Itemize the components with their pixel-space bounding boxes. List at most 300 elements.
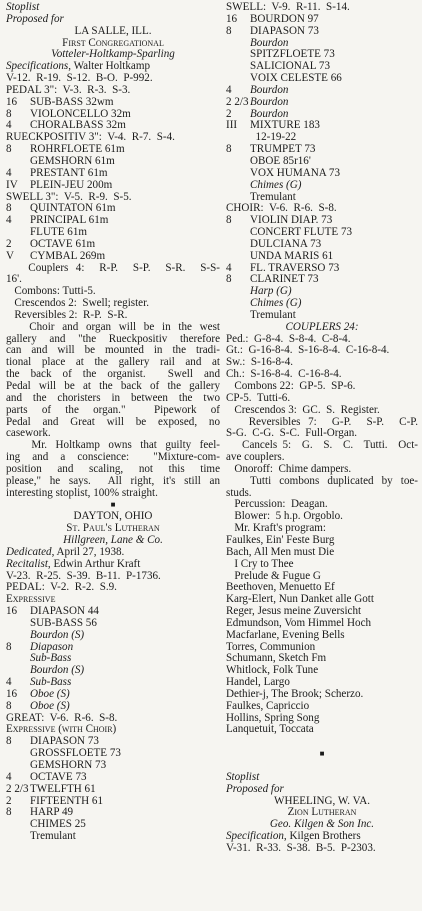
stop-name: DULCIANA 73 <box>250 238 322 250</box>
line-text: interesting stoplist, 100% straight. <box>6 487 158 499</box>
line-text: Hollins, Spring Song <box>226 712 320 724</box>
line-text: Gt.: G-16-8-4. S-16-8-4. C-16-8-4. <box>226 345 390 357</box>
line-text: GREAT: V-6. R-6. S-8. <box>6 712 118 724</box>
stop-entry <box>6 618 220 630</box>
line-text: position and scaling, not this time <box>6 463 220 475</box>
line-text: Lanquetuit, Toccata <box>226 724 314 736</box>
line-text: Whitlock, Folk Tune <box>226 665 319 677</box>
stop-name: GEMSHORN 73 <box>30 760 107 771</box>
stop-pitch: III <box>226 120 238 132</box>
text-line <box>6 2 220 14</box>
stop-entry <box>226 263 418 275</box>
line-text: Combons: Tutti-5. <box>6 286 96 298</box>
line-text: Edmundson, Vom Himmel Hoch <box>226 617 372 629</box>
stop-name: CLARINET 73 <box>250 274 319 286</box>
stop-name: CONCERT FLUTE 73 <box>250 227 353 239</box>
text-line <box>6 582 220 594</box>
line-text: Tutti combons duplicated by toe- <box>226 475 418 487</box>
stop-name: 12-19-22 <box>250 132 297 144</box>
stop-pitch: 8 <box>226 144 232 156</box>
line-text: Reversibles 7: G-P. S-P. C-P. <box>226 416 418 428</box>
stop-name: Bourdon <box>250 37 289 49</box>
line-text: Proposed for <box>6 13 64 25</box>
line-text: Pedal and Great will be exposed, no <box>6 416 220 428</box>
stop-name: SPITZFLOETE 73 <box>250 49 335 61</box>
stop-pitch: 2 <box>6 238 12 250</box>
line-text: PEDAL: V-2. R-2. S.9. <box>6 582 117 594</box>
line-text: tional place at the gallery rail and at <box>6 357 220 369</box>
text-line <box>6 464 220 476</box>
line-text: Combons 22: GP-5. SP-6. <box>226 381 356 392</box>
text-line <box>6 440 220 452</box>
stop-pitch: 2 2/3 <box>6 783 29 795</box>
text-line <box>226 582 418 594</box>
stop-entry <box>226 274 418 286</box>
stop-entry <box>6 819 220 831</box>
text-line <box>226 689 418 701</box>
stop-pitch: 8 <box>6 144 12 156</box>
stop-name: DIAPASON 44 <box>30 606 99 618</box>
line-text: Sw.: S-16-8-4. <box>226 357 294 369</box>
line-text: Expressive <box>6 594 56 606</box>
stop-entry <box>6 215 220 227</box>
stop-name: Bourdon <box>250 96 289 108</box>
line-text: PEDAL 3": V-3. R-3. S-3. <box>6 84 131 96</box>
heading-line <box>6 724 220 736</box>
stop-entry <box>226 132 418 144</box>
text-line <box>226 357 418 369</box>
label-italic: Specification, Kilgen Brothers <box>226 831 361 843</box>
line-text: WHEELING, W. VA. <box>273 795 371 807</box>
text-line <box>6 192 220 204</box>
text-line <box>226 642 418 654</box>
text-line <box>226 713 418 725</box>
text-line <box>226 523 418 535</box>
stop-name: Tremulant <box>250 309 296 321</box>
text-line <box>226 665 418 677</box>
text-line <box>226 440 418 452</box>
text-line <box>226 594 418 606</box>
line-text: First Congregational <box>62 37 164 49</box>
text-line <box>226 677 418 689</box>
stop-entry <box>6 748 220 760</box>
line-text: parts of the organ." Pipework of <box>6 404 220 416</box>
stop-entry <box>6 796 220 808</box>
line-text: Percussion: Deagan. <box>226 499 328 511</box>
spacer <box>226 736 418 748</box>
stop-pitch: 16 <box>226 13 238 25</box>
stop-entry <box>6 168 220 180</box>
text-line <box>6 14 220 26</box>
text-line <box>226 499 418 511</box>
text-line <box>226 405 418 417</box>
text-line <box>226 653 418 665</box>
line-text: Crescendos 2: Swell; register. <box>6 298 149 310</box>
text-line <box>6 73 220 85</box>
line-text: can and will be mounted in the tradi- <box>6 345 220 357</box>
line-text: St. Paul's Lutheran <box>66 523 160 535</box>
text-line <box>6 286 220 298</box>
heading-line <box>226 322 418 334</box>
text-line <box>6 369 220 381</box>
stop-pitch: 4 <box>6 167 12 179</box>
stop-name: VIOLONCELLO 32m <box>30 108 131 120</box>
text-line <box>226 724 418 736</box>
stop-entry <box>226 156 418 168</box>
text-line <box>6 298 220 310</box>
text-line <box>6 334 220 346</box>
text-line <box>226 476 418 488</box>
text-line <box>6 322 220 334</box>
stop-name: Sub-Bass <box>30 653 72 665</box>
heading-line <box>6 594 220 606</box>
stop-name: TWELFTH 61 <box>30 783 96 795</box>
line-text: SWELL 3": V-5. R-9. S-5. <box>6 191 132 203</box>
stop-name: Oboe (S) <box>30 688 70 700</box>
stop-name: FIFTEENTH 61 <box>30 795 104 807</box>
stop-name: SUB-BASS 32wm <box>30 96 114 108</box>
line-text: casework. <box>6 428 51 440</box>
text-line <box>6 132 220 144</box>
text-line <box>226 559 418 571</box>
spacer <box>226 760 418 772</box>
stop-entry <box>226 239 418 251</box>
line-text: Faulkes, Capriccio <box>226 700 310 712</box>
text-line <box>6 393 220 405</box>
text-line <box>6 405 220 417</box>
stop-entry <box>226 286 418 298</box>
line-text: Ch.: S-16-8-4. C-16-8-4. <box>226 369 342 381</box>
stop-pitch: 8 <box>6 108 12 120</box>
stop-name: PLEIN-JEU 200m <box>30 179 113 191</box>
stop-entry <box>6 701 220 713</box>
line-text: ■ <box>319 749 325 759</box>
stop-name: OCTAVE 73 <box>30 771 87 783</box>
heading-line <box>6 511 220 523</box>
stop-entry <box>6 180 220 192</box>
stop-name: OBOE 85r16' <box>250 155 311 167</box>
line-text: Crescendos 3: GC. S. Register. <box>226 404 380 416</box>
stop-entry <box>6 807 220 819</box>
stop-pitch: 4 <box>6 215 12 227</box>
stop-entry <box>226 227 418 239</box>
line-text: S-G. C-G. S-C. Full-Organ. <box>226 428 358 440</box>
stop-entry <box>226 168 418 180</box>
stop-name: Bourdon (S) <box>30 629 85 641</box>
line-text: Reger, Jesus meine Zuversicht <box>226 606 362 618</box>
text-line <box>226 784 418 796</box>
stop-name: HARP 49 <box>30 807 74 819</box>
line-text: CHOIR: V-6. R-6. S-8. <box>226 203 337 215</box>
stop-name: Chimes (G) <box>250 179 302 191</box>
stop-entry <box>226 180 418 192</box>
stop-entry <box>226 298 418 310</box>
line-text: Geo. Kilgen & Son Inc. <box>269 819 375 831</box>
stop-pitch: V <box>6 250 15 262</box>
line-text: please," he says. All right, it's still an <box>6 475 220 487</box>
stop-name: CHIMES 25 <box>30 819 86 831</box>
stop-entry <box>6 120 220 132</box>
stop-entry <box>226 215 418 227</box>
heading-line <box>6 523 220 535</box>
stop-pitch: 8 <box>226 25 232 37</box>
text-line <box>226 843 418 855</box>
stop-pitch: 8 <box>6 807 12 819</box>
text-line <box>226 203 418 215</box>
text-line <box>226 345 418 357</box>
text-line <box>6 559 220 571</box>
stop-entry <box>6 736 220 748</box>
line-text: Reversibles 2: R-P. S-R. <box>6 309 128 321</box>
line-text: Bach, All Men must Die <box>226 546 335 558</box>
line-text: V-31. R-33. S-38. B-5. P-2303. <box>226 842 376 854</box>
section-divider <box>226 748 418 760</box>
text-line <box>6 310 220 322</box>
stop-name: UNDA MARIS 61 <box>250 250 334 262</box>
stop-entry <box>226 38 418 50</box>
stop-name: DIAPASON 73 <box>30 736 99 748</box>
heading-line <box>226 819 418 831</box>
stop-name: CYMBAL 269m <box>30 250 106 262</box>
stop-entry <box>6 677 220 689</box>
line-text: Beethoven, Menuetto Ef <box>226 582 335 594</box>
line-text: Proposed for <box>226 783 284 795</box>
line-text: V-23. R-25. S-39. B-11. P-1736. <box>6 570 161 582</box>
line-text: Dethier-j, The Brook; Scherzo. <box>226 688 364 700</box>
line-text: 16'. <box>6 274 22 286</box>
line-text: Onoroff: Chime dampers. <box>226 463 352 475</box>
line-text: Handel, Largo <box>226 677 290 689</box>
text-line <box>6 85 220 97</box>
line-text: Pedal will be at the back of the gallery <box>6 381 220 392</box>
stop-entry <box>226 26 418 38</box>
stop-name: Bourdon <box>250 108 289 120</box>
stop-pitch: 8 <box>6 700 12 712</box>
stop-entry <box>226 73 418 85</box>
stop-entry <box>226 144 418 156</box>
text-line <box>6 263 220 275</box>
stop-entry <box>226 85 418 97</box>
text-line <box>226 417 418 429</box>
stop-entry <box>226 97 418 109</box>
stop-name: Chimes (G) <box>250 298 302 310</box>
left-column <box>6 2 220 843</box>
stop-name: OCTAVE 61m <box>30 238 96 250</box>
stop-name: SALICIONAL 73 <box>250 61 331 73</box>
stop-entry <box>6 156 220 168</box>
stop-name: CHORALBASS 32m <box>30 120 126 132</box>
stop-name: MIXTURE 183 <box>250 120 320 132</box>
line-text: Macfarlane, Evening Bells <box>226 629 345 641</box>
line-text: Karg-Elert, Nun Danket alle Gott <box>226 594 374 606</box>
stop-entry <box>6 109 220 121</box>
stop-pitch: 8 <box>6 736 12 748</box>
stop-entry <box>6 239 220 251</box>
text-line <box>226 547 418 559</box>
stop-name: Tremulant <box>250 191 296 203</box>
text-line <box>226 452 418 464</box>
stop-entry <box>226 61 418 73</box>
text-line <box>6 547 220 559</box>
stop-entry <box>226 120 418 132</box>
stop-pitch: 4 <box>6 771 12 783</box>
text-line <box>226 2 418 14</box>
stop-name: Tremulant <box>30 831 76 843</box>
line-text: Ped.: G-8-4. S-8-4. C-8-4. <box>226 333 351 345</box>
stop-entry <box>226 14 418 26</box>
text-line <box>6 713 220 725</box>
line-text: Hillgreen, Lane & Co. <box>63 534 163 546</box>
line-text: DAYTON, OHIO <box>73 511 153 523</box>
line-text: and the choristers in between the two <box>6 392 220 404</box>
stop-name: Oboe (S) <box>30 700 70 712</box>
stop-name: Diapason <box>30 641 74 653</box>
stop-entry <box>6 772 220 784</box>
line-text: Choir and organ will be in the west <box>6 321 220 333</box>
line-text: Faulkes, Ein' Feste Burg <box>226 534 335 546</box>
stop-pitch: 8 <box>226 215 232 227</box>
stop-name: BOURDON 97 <box>250 13 319 25</box>
stop-name: Sub-Bass <box>30 677 72 689</box>
stop-entry <box>6 630 220 642</box>
stop-name: SUB-BASS 56 <box>30 617 97 629</box>
line-text: Mr. Kraft's program: <box>226 523 326 535</box>
stop-entry <box>6 665 220 677</box>
label-italic: Specifications, Walter Holtkamp <box>6 61 151 73</box>
stop-entry <box>6 203 220 215</box>
text-line <box>6 476 220 488</box>
stop-entry <box>6 642 220 654</box>
text-line <box>226 393 418 405</box>
stop-entry <box>6 144 220 156</box>
stop-entry <box>226 109 418 121</box>
stop-name: FLUTE 61m <box>30 227 88 239</box>
text-line <box>226 535 418 547</box>
stop-name: GEMSHORN 61m <box>30 155 115 167</box>
stop-name: Bourdon <box>250 84 289 96</box>
stop-pitch: 2 <box>6 795 12 807</box>
stop-pitch: IV <box>6 179 18 191</box>
text-line <box>226 428 418 440</box>
line-text: Zion Lutheran <box>287 807 357 819</box>
line-text: LA SALLE, ILL. <box>74 25 152 37</box>
text-line <box>6 345 220 357</box>
text-line <box>226 772 418 784</box>
line-text: V-12. R-19. S-12. B-O. P-992. <box>6 73 153 85</box>
stop-name: PRINCIPAL 61m <box>30 215 109 227</box>
line-text: I Cry to Thee <box>226 558 294 570</box>
text-line <box>226 369 418 381</box>
label-italic: Dedicated, April 27, 1938. <box>6 546 125 558</box>
stop-pitch: 2 2/3 <box>226 96 249 108</box>
stop-name: PRESTANT 61m <box>30 167 108 179</box>
text-line <box>226 334 418 346</box>
line-text: the back of the organist. Swell and <box>6 369 220 381</box>
stop-pitch: 4 <box>6 120 12 132</box>
line-text: ave couplers. <box>226 452 285 464</box>
stop-name: VIOLIN DIAP. 73 <box>250 215 333 227</box>
text-line <box>226 831 418 843</box>
line-text: Cancels 5: G. S. C. Tutti. Oct- <box>226 440 418 452</box>
text-line <box>6 357 220 369</box>
stop-entry <box>6 831 220 843</box>
heading-line <box>6 26 220 38</box>
text-line <box>6 488 220 500</box>
stop-entry <box>6 227 220 239</box>
text-line <box>226 464 418 476</box>
stop-pitch: 16 <box>6 606 18 618</box>
text-line <box>226 618 418 630</box>
stop-entry <box>226 192 418 204</box>
text-line <box>226 381 418 393</box>
text-line <box>226 606 418 618</box>
line-text: SWELL: V-9. R-11. S-14. <box>226 2 350 13</box>
heading-line <box>6 38 220 50</box>
line-text: Schumann, Sketch Fm <box>226 653 327 665</box>
line-text: ■ <box>110 500 116 510</box>
line-text: Prelude & Fugue G <box>226 570 321 582</box>
text-line <box>6 452 220 464</box>
stop-pitch: 4 <box>226 84 232 96</box>
stop-entry <box>226 310 418 322</box>
line-text: CP-5. Tutti-6. <box>226 392 291 404</box>
label-italic: Recitalist, Edwin Arthur Kraft <box>6 558 141 570</box>
stop-entry <box>6 606 220 618</box>
text-line <box>226 701 418 713</box>
section-divider <box>6 499 220 511</box>
text-line <box>226 511 418 523</box>
stop-entry <box>6 760 220 772</box>
stop-entry <box>226 49 418 61</box>
line-text: Mr. Holtkamp owns that guilty feel- <box>6 440 220 452</box>
stop-name: VOX HUMANA 73 <box>250 167 340 179</box>
text-line <box>6 61 220 73</box>
line-text: gallery and "the Rueckpositiv therefore <box>6 333 220 345</box>
text-line <box>226 630 418 642</box>
line-text: Stoplist <box>6 2 40 13</box>
line-text: Expressive (with Choir) <box>6 724 117 736</box>
line-text: RUECKPOSITIV 3": V-4. R-7. S-4. <box>6 132 175 144</box>
heading-line <box>6 535 220 547</box>
heading-line <box>6 49 220 61</box>
line-text: Couplers 4: R-P. S-P. S-R. S-S- <box>6 262 220 274</box>
stop-entry <box>6 689 220 701</box>
stop-entry <box>6 97 220 109</box>
stop-pitch: 16 <box>6 96 18 108</box>
stop-pitch: 16 <box>6 688 18 700</box>
stop-pitch: 8 <box>6 203 12 215</box>
line-text: studs. <box>226 487 252 499</box>
stop-name: DIAPASON 73 <box>250 25 319 37</box>
stop-pitch: 4 <box>6 677 12 689</box>
stop-name: Bourdon (S) <box>30 665 85 677</box>
stop-name: VOIX CELESTE 66 <box>250 73 342 85</box>
stop-pitch: 8 <box>226 274 232 286</box>
stop-entry <box>226 251 418 263</box>
stop-name: Harp (G) <box>250 286 292 298</box>
stop-entry <box>6 251 220 263</box>
line-text: Stoplist <box>226 771 260 783</box>
text-line <box>6 417 220 429</box>
text-line <box>6 571 220 583</box>
line-text: Votteler-Holtkamp-Sparling <box>51 49 175 61</box>
text-line <box>6 428 220 440</box>
line-text: Blower: 5 h.p. Orgoblo. <box>226 511 343 523</box>
heading-line <box>226 807 418 819</box>
stop-name: QUINTATON 61m <box>30 203 116 215</box>
line-text: ing and a conscience: "Mixture-com- <box>6 452 220 464</box>
stop-entry <box>6 653 220 665</box>
